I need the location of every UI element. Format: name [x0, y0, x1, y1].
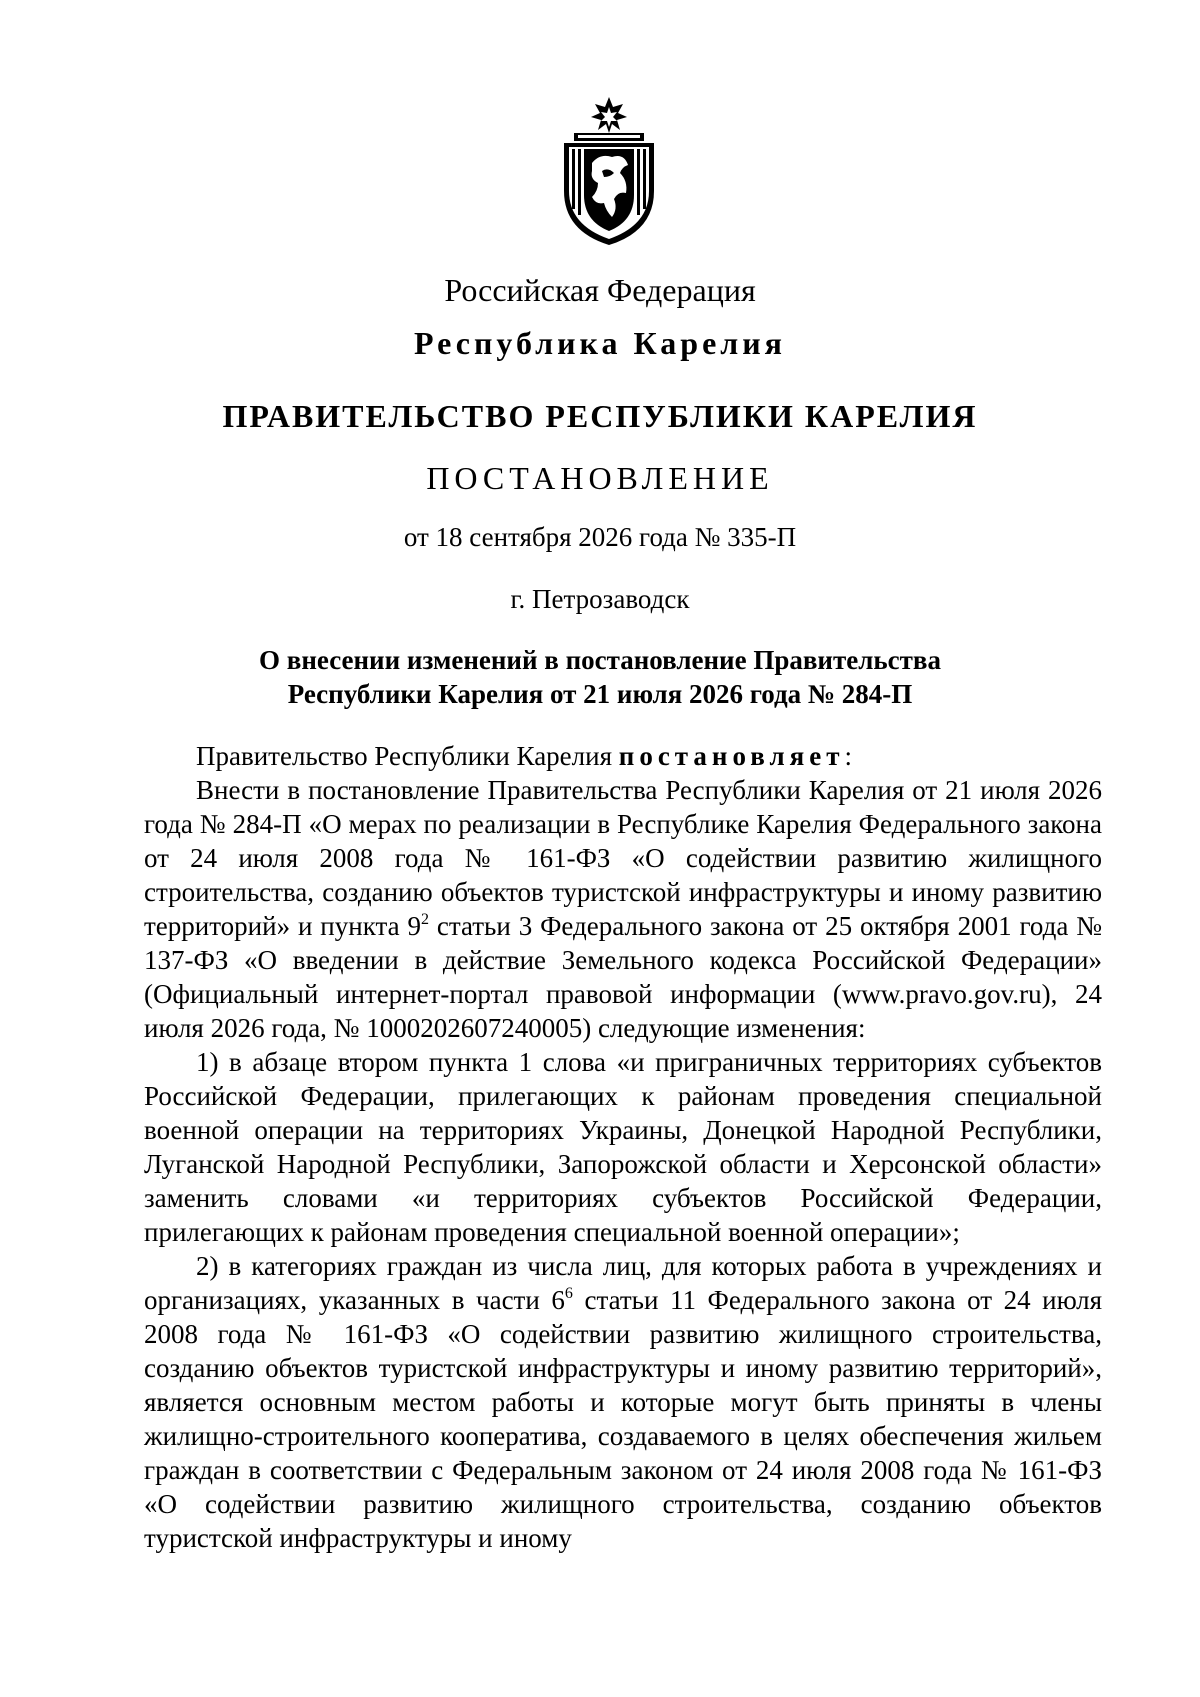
federation-title: Российская Федерация — [444, 272, 756, 308]
paragraph-amendments-text-b: статьи 3 Федерального закона от 25 октября 2001 года № 137-ФЗ «О введении в действие Земельного кодекса Российской Федерации» (Официальный интернет-портал правовой информации (www.pravo.gov.ru), 24 июля 2026 года, № 1000202607240005) следующие изменения: — [144, 911, 1102, 1043]
document-body — [144, 739, 1102, 1555]
subject-line-2: Республики Карелия от 21 июля 2026 года № 284-П — [287, 679, 913, 709]
document-date-number: от 18 сентября 2026 года № 335-П — [403, 522, 797, 552]
paragraph-item-1: 1) в абзаце втором пункта 1 слова «и приграничных территориях субъектов Российской Федерации, прилегающих к районам проведения специальной военной операции на территориях Украины, Донецкой Народной Республики, Луганской Народной Республики, Запорожской области и Херсонской области» заменить словами «и территориях субъектов Российской Федерации, прилегающих к районам проведения специальной военной операции»; — [144, 1047, 1102, 1247]
paragraph-item-2 — [144, 1249, 1102, 1555]
intro-text: Правительство Республики Карелия — [196, 741, 619, 771]
paragraph-amendments — [144, 773, 1102, 1045]
superscript-index: 6 — [564, 1285, 573, 1302]
paragraph-item-2-text-b: статьи 11 Федерального закона от 24 июля 2008 года № 161-ФЗ «О содействии развитию жилищного строительства, созданию объектов туристской инфраструктуры и иному развитию территорий», является основным местом работы и которые могут быть приняты в члены жилищно-строительного кооператива, создаваемого в целях обеспечения жильем граждан в соответствии с Федеральным законом от 24 июля 2008 года № 161-ФЗ «О содействии развитию жилищного строительства, созданию объектов туристской инфраструктуры и иному — [144, 1285, 1102, 1553]
intro-colon: : — [844, 741, 853, 771]
paragraph-amendments-text-a: Внести в постановление Правительства Республики Карелия от 21 июля 2026 года № 284-П «О мерах по реализации в Республике Карелия Федерального закона от 24 июля 2008 года № 161-ФЗ «О содействии развитию жилищного строительства, созданию объектов туристской инфраструктуры и иному развитию территорий» и пункта 9 — [144, 775, 1102, 941]
resolves-word: постановляет — [618, 741, 845, 771]
republic-title: Республика Карелия — [414, 325, 786, 361]
resolution-intro — [144, 739, 1102, 773]
subject-line-1: О внесении изменений в постановление Правительства — [259, 645, 941, 675]
document-type: ПОСТАНОВЛЕНИЕ — [426, 460, 774, 496]
paragraph-item-2-text-a: 2) в категориях граждан из числа лиц, для которых работа в учреждениях и организациях, указанных в части 6 — [144, 1251, 1102, 1315]
document-city: г. Петрозаводск — [510, 584, 690, 614]
karelia-coat-of-arms-icon — [558, 95, 660, 247]
document-subject — [0, 643, 1200, 711]
government-title: ПРАВИТЕЛЬСТВО РЕСПУБЛИКИ КАРЕЛИЯ — [222, 398, 978, 434]
superscript-index: 2 — [420, 911, 429, 928]
